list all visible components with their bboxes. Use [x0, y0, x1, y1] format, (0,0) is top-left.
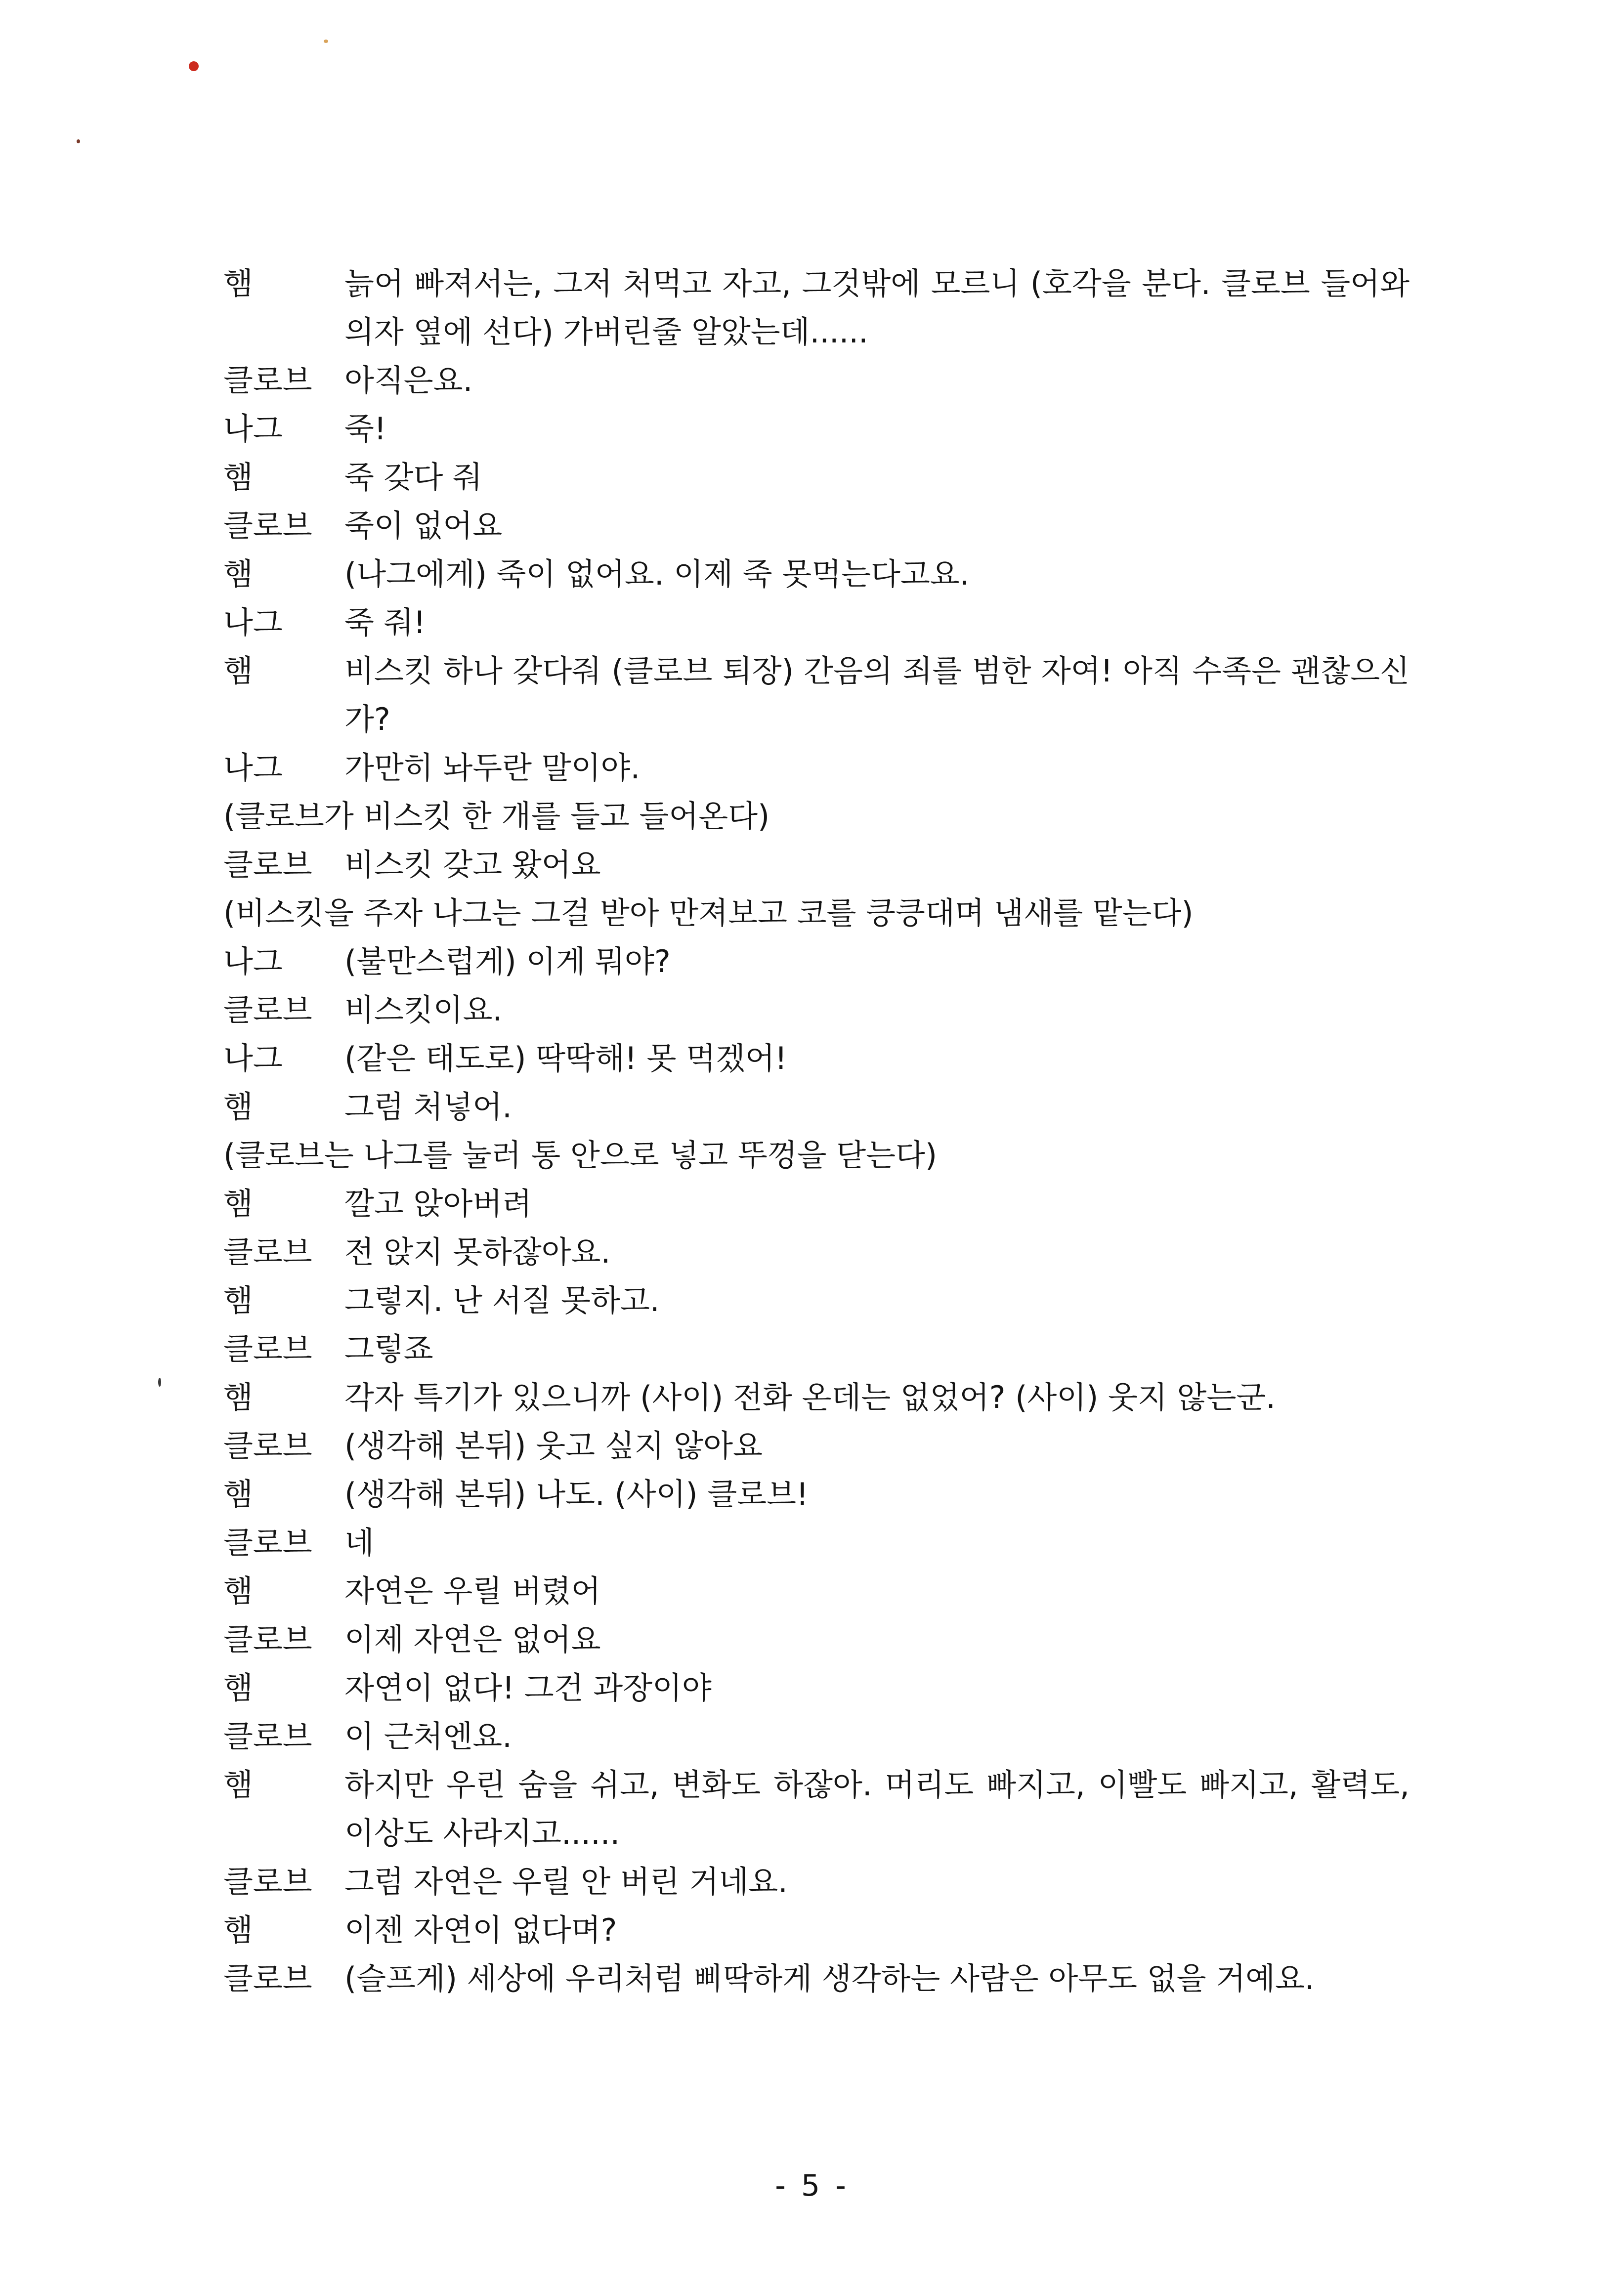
speaker-name: 클로브: [223, 1525, 312, 1561]
dialogue-text: 자연은 우릴 버렸어: [344, 1573, 601, 1609]
speaker-name: 나그: [223, 750, 283, 786]
dialogue-line: [223, 744, 1410, 792]
dialogue-line: [223, 598, 1410, 647]
stage-direction: [223, 1131, 1410, 1180]
dialogue-line: [223, 841, 1410, 889]
dialogue-text: (나그에게) 죽이 없어요. 이제 죽 못먹는다고요.: [344, 556, 970, 592]
dialogue-text: 그럼 처넣어.: [344, 1089, 512, 1125]
dialogue-line: [223, 1180, 1410, 1228]
speaker-name: 햄: [223, 1089, 253, 1125]
dialogue-text: 늙어 빠져서는, 그저 처먹고 자고, 그것밖에 모르니 (호각을 분다. 클로브 들어와 의자 옆에 선다) 가버린줄 알았는데......: [344, 265, 1410, 350]
scan-speck-margin: [158, 1378, 161, 1387]
speaker-name: 햄: [223, 1912, 253, 1948]
dialogue-line: [223, 1567, 1410, 1615]
dialogue-line: [223, 1519, 1410, 1567]
scan-speck-red: [189, 61, 199, 71]
speaker-name: 햄: [223, 1476, 253, 1512]
speaker-name: 나그: [223, 943, 283, 979]
speaker-name: 나그: [223, 1040, 283, 1076]
dialogue-line: [223, 356, 1410, 405]
speaker-name: 클로브: [223, 1234, 312, 1270]
dialogue-text: 깔고 앉아버려: [344, 1186, 532, 1222]
speaker-name: 햄: [223, 1379, 253, 1415]
speaker-name: 햄: [223, 1186, 253, 1222]
dialogue-line: [223, 405, 1410, 453]
dialogue-line: [223, 1761, 1410, 1858]
scan-speck-dark: [77, 139, 80, 143]
dialogue-text: (슬프게) 세상에 우리처럼 삐딱하게 생각하는 사람은 아무도 없을 거예요.: [344, 1960, 1315, 1996]
dialogue-line: [223, 1276, 1410, 1325]
dialogue-text: 가만히 놔두란 말이야.: [344, 750, 641, 786]
dialogue-line: [223, 1906, 1410, 1954]
page-number: - 5 -: [775, 2168, 849, 2203]
dialogue-text: 그렇지. 난 서질 못하고.: [344, 1282, 660, 1318]
scan-speck-orange: [324, 40, 328, 43]
stage-direction-text: (클로브가 비스킷 한 개를 들고 들어온다): [223, 798, 770, 834]
dialogue-text: 죽이 없어요: [344, 508, 503, 544]
speaker-name: 햄: [223, 1282, 253, 1318]
speaker-name: 햄: [223, 265, 253, 301]
speaker-name: 클로브: [223, 362, 312, 398]
dialogue-text: (같은 태도로) 딱딱해! 못 먹겠어!: [344, 1040, 787, 1076]
dialogue-text: 각자 특기가 있으니까 (사이) 전화 온데는 없었어? (사이) 웃지 않는군.: [344, 1379, 1276, 1415]
speaker-name: 클로브: [223, 847, 312, 883]
dialogue-line: [223, 1712, 1410, 1761]
speaker-name: 클로브: [223, 1621, 312, 1657]
speaker-name: 햄: [223, 1767, 253, 1803]
speaker-name: 나그: [223, 604, 283, 640]
dialogue-text: 이제 자연은 없어요: [344, 1621, 601, 1657]
speaker-name: 클로브: [223, 992, 312, 1028]
dialogue-text: 이 근처엔요.: [344, 1718, 512, 1754]
dialogue-line: [223, 502, 1410, 550]
script-body: [223, 259, 1410, 2003]
dialogue-text: 네: [344, 1525, 374, 1561]
stage-direction: [223, 792, 1410, 841]
stage-direction-text: (비스킷을 주자 나그는 그걸 받아 만져보고 코를 킁킁대며 냄새를 맡는다): [223, 895, 1194, 931]
dialogue-line: [223, 1373, 1410, 1422]
speaker-name: 클로브: [223, 1331, 312, 1367]
dialogue-text: 자연이 없다! 그건 과장이야: [344, 1670, 712, 1706]
stage-direction-text: (클로브는 나그를 눌러 통 안으로 넣고 뚜껑을 닫는다): [223, 1137, 938, 1173]
dialogue-text: (불만스럽게) 이게 뭐야?: [344, 943, 671, 979]
dialogue-line: [223, 1034, 1410, 1083]
speaker-name: 클로브: [223, 1960, 312, 1996]
dialogue-text: 죽 줘!: [344, 604, 426, 640]
speaker-name: 햄: [223, 653, 253, 689]
dialogue-text: 죽!: [344, 411, 386, 447]
speaker-name: 클로브: [223, 508, 312, 544]
dialogue-line: [223, 1325, 1410, 1373]
dialogue-line: [223, 1083, 1410, 1131]
dialogue-line: [223, 1228, 1410, 1276]
dialogue-text: 이젠 자연이 없다며?: [344, 1912, 617, 1948]
speaker-name: 클로브: [223, 1864, 312, 1900]
dialogue-text: 비스킷 하나 갖다줘 (클로브 퇴장) 간음의 죄를 범한 자여! 아직 수족은 괜찮으신가?: [344, 653, 1410, 737]
dialogue-text: (생각해 본뒤) 나도. (사이) 클로브!: [344, 1476, 809, 1512]
dialogue-line: [223, 1422, 1410, 1470]
dialogue-line: [223, 1615, 1410, 1664]
dialogue-line: [223, 1470, 1410, 1519]
dialogue-line: [223, 1954, 1410, 2003]
speaker-name: 햄: [223, 459, 253, 495]
dialogue-line: [223, 647, 1410, 744]
speaker-name: 나그: [223, 411, 283, 447]
stage-direction: [223, 889, 1410, 937]
dialogue-line: [223, 986, 1410, 1034]
dialogue-line: [223, 1858, 1410, 1906]
dialogue-text: 그럼 자연은 우릴 안 버린 거네요.: [344, 1864, 788, 1900]
dialogue-line: [223, 453, 1410, 502]
speaker-name: 햄: [223, 556, 253, 592]
speaker-name: 햄: [223, 1573, 253, 1609]
speaker-name: 햄: [223, 1670, 253, 1706]
dialogue-text: 비스킷이요.: [344, 992, 503, 1028]
dialogue-text: 그렇죠: [344, 1331, 433, 1367]
speaker-name: 클로브: [223, 1428, 312, 1464]
dialogue-text: 비스킷 갖고 왔어요: [344, 847, 601, 883]
dialogue-text: 하지만 우린 숨을 쉬고, 변화도 하잖아. 머리도 빠지고, 이빨도 빠지고, 활력도, 이상도 사라지고......: [344, 1767, 1410, 1851]
dialogue-text: (생각해 본뒤) 웃고 싶지 않아요: [344, 1428, 763, 1464]
dialogue-line: [223, 550, 1410, 598]
dialogue-text: 아직은요.: [344, 362, 473, 398]
dialogue-text: 죽 갖다 줘: [344, 459, 482, 495]
dialogue-line: [223, 1664, 1410, 1712]
speaker-name: 클로브: [223, 1718, 312, 1754]
dialogue-line: [223, 937, 1410, 986]
dialogue-line: [223, 259, 1410, 356]
dialogue-text: 전 앉지 못하잖아요.: [344, 1234, 611, 1270]
